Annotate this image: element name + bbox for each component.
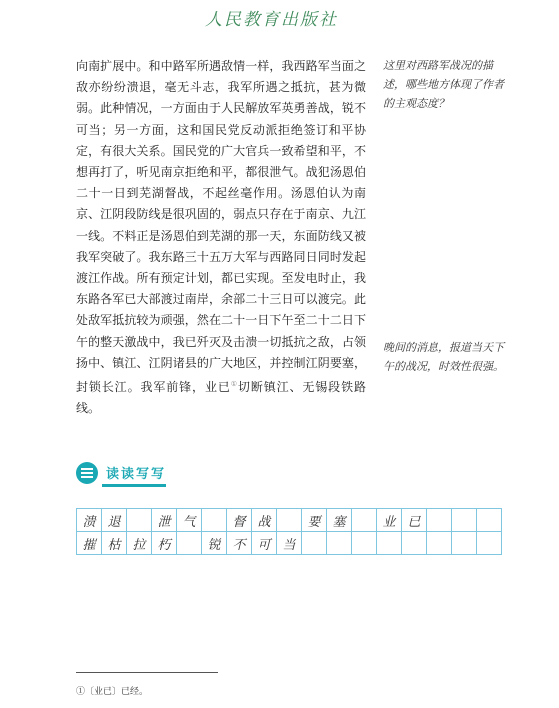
passage-text: 向南扩展中。和中路军所遇敌情一样，我西路军当面之敌亦纷纷溃退，毫无斗志，我军所遇之抵抗，甚为微弱。此种情况，一方面由于人民解放军英勇善战，锐不可当；另一方面，这和国民党反动派拒绝签订和平协定，有很大关系。国民党的广大官兵一致希望和平，不想再打了，听见南京拒绝和平，都很泄气。战犯汤恩伯二十一日到芜湖督战，不起丝毫作用。汤恩伯认为南京、江阴段防线是很巩固的，弱点只存在于南京、九江一线。不料正是汤恩伯到芜湖的那一天，东面防线又被我军突破了。我东路三十五万大军与西路同日同时发起渡江作战。所有预定计划，都已实现。至发电时止，我东路各军已大部渡过南岸，余部二十三日可以渡完。此处敌军抵抗较为顽强，然在二十一日下午至二十二日下午的整天激战中，我已歼灭及击溃一切抵抗之敌，占领扬中、镇江、江阴诸县的广大地区，并控制江阴要塞，封锁长江。我军前锋，业已 — [76, 59, 366, 395]
grid-cell: 朽 — [152, 532, 177, 555]
section-underline — [102, 484, 166, 487]
grid-cell: 摧 — [77, 532, 102, 555]
grid-cell — [427, 509, 452, 532]
grid-cell — [177, 532, 202, 555]
grid-cell: 泄 — [152, 509, 177, 532]
grid-cell — [352, 532, 377, 555]
passage-text-end: 切断镇江、无锡段铁路线。 — [76, 380, 366, 416]
writing-grid — [76, 508, 502, 555]
grid-cell — [477, 509, 502, 532]
grid-cell — [377, 532, 402, 555]
grid-cell: 战 — [252, 509, 277, 532]
side-note-comment: 晚间的消息，报道当天下午的战况，时效性很强。 — [383, 341, 504, 373]
grid-row — [77, 532, 502, 555]
grid-cell: 督 — [227, 509, 252, 532]
grid-cell: 气 — [177, 509, 202, 532]
grid-cell — [402, 532, 427, 555]
grid-cell: 塞 — [327, 509, 352, 532]
grid-cell — [302, 532, 327, 555]
grid-cell: 可 — [252, 532, 277, 555]
grid-cell — [327, 532, 352, 555]
grid-row — [77, 509, 502, 532]
section-number-icon — [76, 462, 98, 484]
grid-cell — [277, 509, 302, 532]
footnote-divider — [76, 672, 218, 673]
side-note-question: 这里对西路军战况的描述，哪些地方体现了作者的主观态度？ — [383, 59, 504, 110]
footnote: ①〔业已〕已经。 — [76, 687, 149, 697]
grid-cell: 要 — [302, 509, 327, 532]
grid-cell: 退 — [102, 509, 127, 532]
grid-cell — [202, 509, 227, 532]
grid-cell: 锐 — [202, 532, 227, 555]
grid-cell — [427, 532, 452, 555]
section-header — [76, 462, 276, 488]
grid-cell: 不 — [227, 532, 252, 555]
grid-cell — [477, 532, 502, 555]
grid-cell: 已 — [402, 509, 427, 532]
grid-cell: 溃 — [77, 509, 102, 532]
grid-cell — [127, 509, 152, 532]
footnote-ref: ① — [230, 380, 238, 389]
section-title: 读读写写 — [106, 467, 167, 482]
grid-cell — [452, 532, 477, 555]
grid-cell: 业 — [377, 509, 402, 532]
grid-cell — [352, 509, 377, 532]
grid-cell: 当 — [277, 532, 302, 555]
grid-cell: 拉 — [127, 532, 152, 555]
grid-cell: 枯 — [102, 532, 127, 555]
main-passage — [76, 56, 366, 419]
publisher-logo: 人民教育出版社 — [205, 10, 338, 30]
grid-cell — [452, 509, 477, 532]
